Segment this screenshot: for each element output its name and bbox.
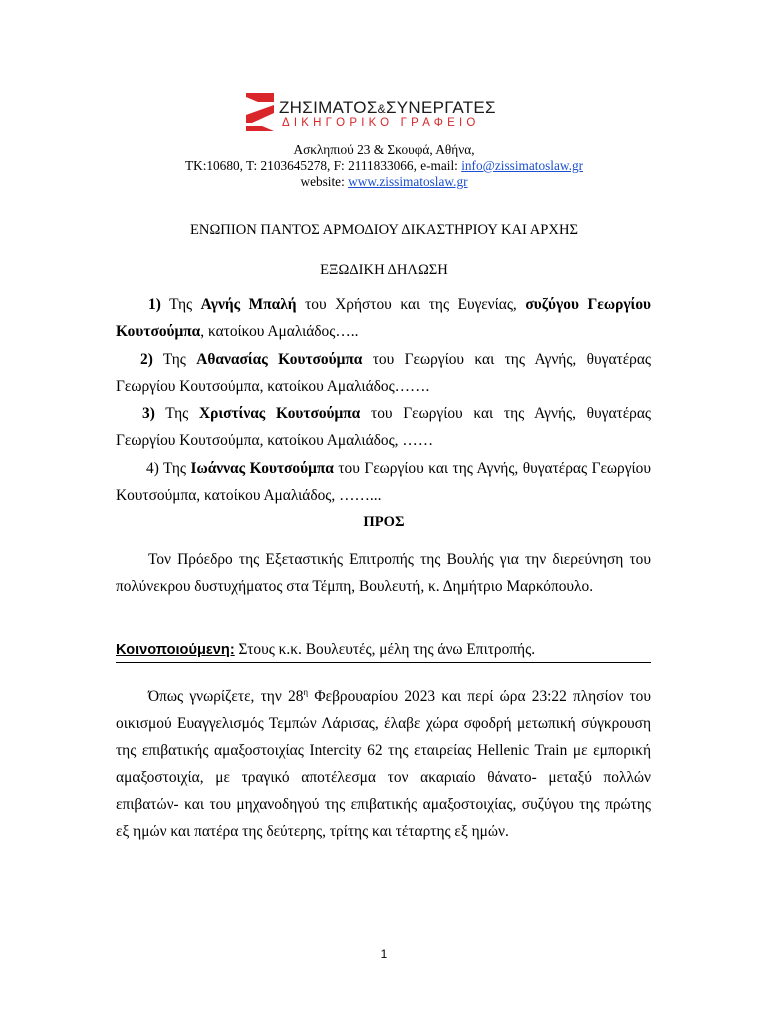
towards-label: ΠΡΟΣ <box>363 514 405 530</box>
address-line-1: Ασκληπιού 23 & Σκουφά, Αθήνα, <box>293 142 475 157</box>
address-line-2: ΤΚ:10680, Τ: 2103645278, F: 2111833066, e-mail: info@zissimatoslaw.gr <box>184 158 584 173</box>
logo-mark-icon <box>246 93 276 131</box>
notification-text: Στους κ.κ. Βουλευτές, μέλη της άνω Επιτροπής. <box>234 641 536 658</box>
recipient-paragraph: Τον Πρόεδρο της Εξεταστικής Επιτροπής της Βουλής για την διερεύνηση του πολύνεκρου δυστυχήματος στα Τέμπη, Βουλευτή, κ. Δημήτριο Μαρκόπουλο. <box>116 551 651 595</box>
party-4: 4) Της Ιωάννας Κουτσούμπα του Γεωργίου και της Αγνής, θυγατέρας Γεωργίου Κουτσούμπα, κατοίκου Αμαλιάδος, ……... <box>116 460 651 504</box>
website-line: website: www.zissimatoslaw.gr <box>300 174 468 189</box>
document-title: ΕΞΩΔΙΚΗ ΔΗΛΩΣΗ <box>320 262 448 278</box>
notification-line <box>116 640 651 663</box>
firm-subtitle: ΔΙΚΗΓΟΡΙΚΟ ΓΡΑΦΕΙΟ <box>282 117 480 129</box>
body-paragraph: Όπως γνωρίζετε, την $28^\eta$ Φεβρουαρίου 2023 και περί ώρα 23:22 πλησίον του οικισμού Ευαγγελισμός Τεμπών Λάρισας, έλαβε χώρα σφοδρή μετωπική σύγκρουση της επιβατικής αμαξοστοιχίας Intercity 62 της εταιρείας Hellenic Train με εμπορική αμαξοστοιχία, με τραγικό αποτέλεσμα τον ακαριαίο θάνατο- μεταξύ πολλών επιβατών- και του μηχανοδηγού της επιβατικής αμαξοστοιχίας, συζύγου της πρώτης εξ ημών και πατέρα της δεύτερης, τρίτης και τέταρτης εξ ημών. <box>116 687 652 841</box>
party-2: 2) Της Αθανασίας Κουτσούμπα του Γεωργίου και της Αγνής, θυγατέρας Γεωργίου Κουτσούμπα, κατοίκου Αμαλιάδος……. <box>116 351 652 395</box>
notification-label: Κοινοποιούμενη: <box>116 642 235 658</box>
party-3: 3) Της Χριστίνας Κουτσούμπα του Γεωργίου και της Αγνής, θυγατέρας Γεωργίου Κουτσούμπα, κατοίκου Αμαλιάδος, …… <box>116 405 651 449</box>
party-1: 1) Της Αγνής Μπαλή του Χρήστου και της Ευγενίας, συζύγου Γεωργίου Κουτσούμπα, κατοίκου Αμαλιάδος….. <box>116 296 652 340</box>
page-number: 1 <box>380 947 388 961</box>
website-link[interactable]: www.zissimatoslaw.gr <box>348 174 468 189</box>
heading: ΕΝΩΠΙΟΝ ΠΑΝΤΟΣ ΑΡΜΟΔΙΟΥ ΔΙΚΑΣΤΗΡΙΟΥ ΚΑΙ ΑΡΧΗΣ <box>190 222 578 238</box>
email-link[interactable]: info@zissimatoslaw.gr <box>461 158 584 173</box>
firm-logo <box>246 93 546 133</box>
firm-name: ΖΗΣΙΜΑΤΟΣ&ΣΥΝΕΡΓΑΤΕΣ <box>279 98 496 117</box>
